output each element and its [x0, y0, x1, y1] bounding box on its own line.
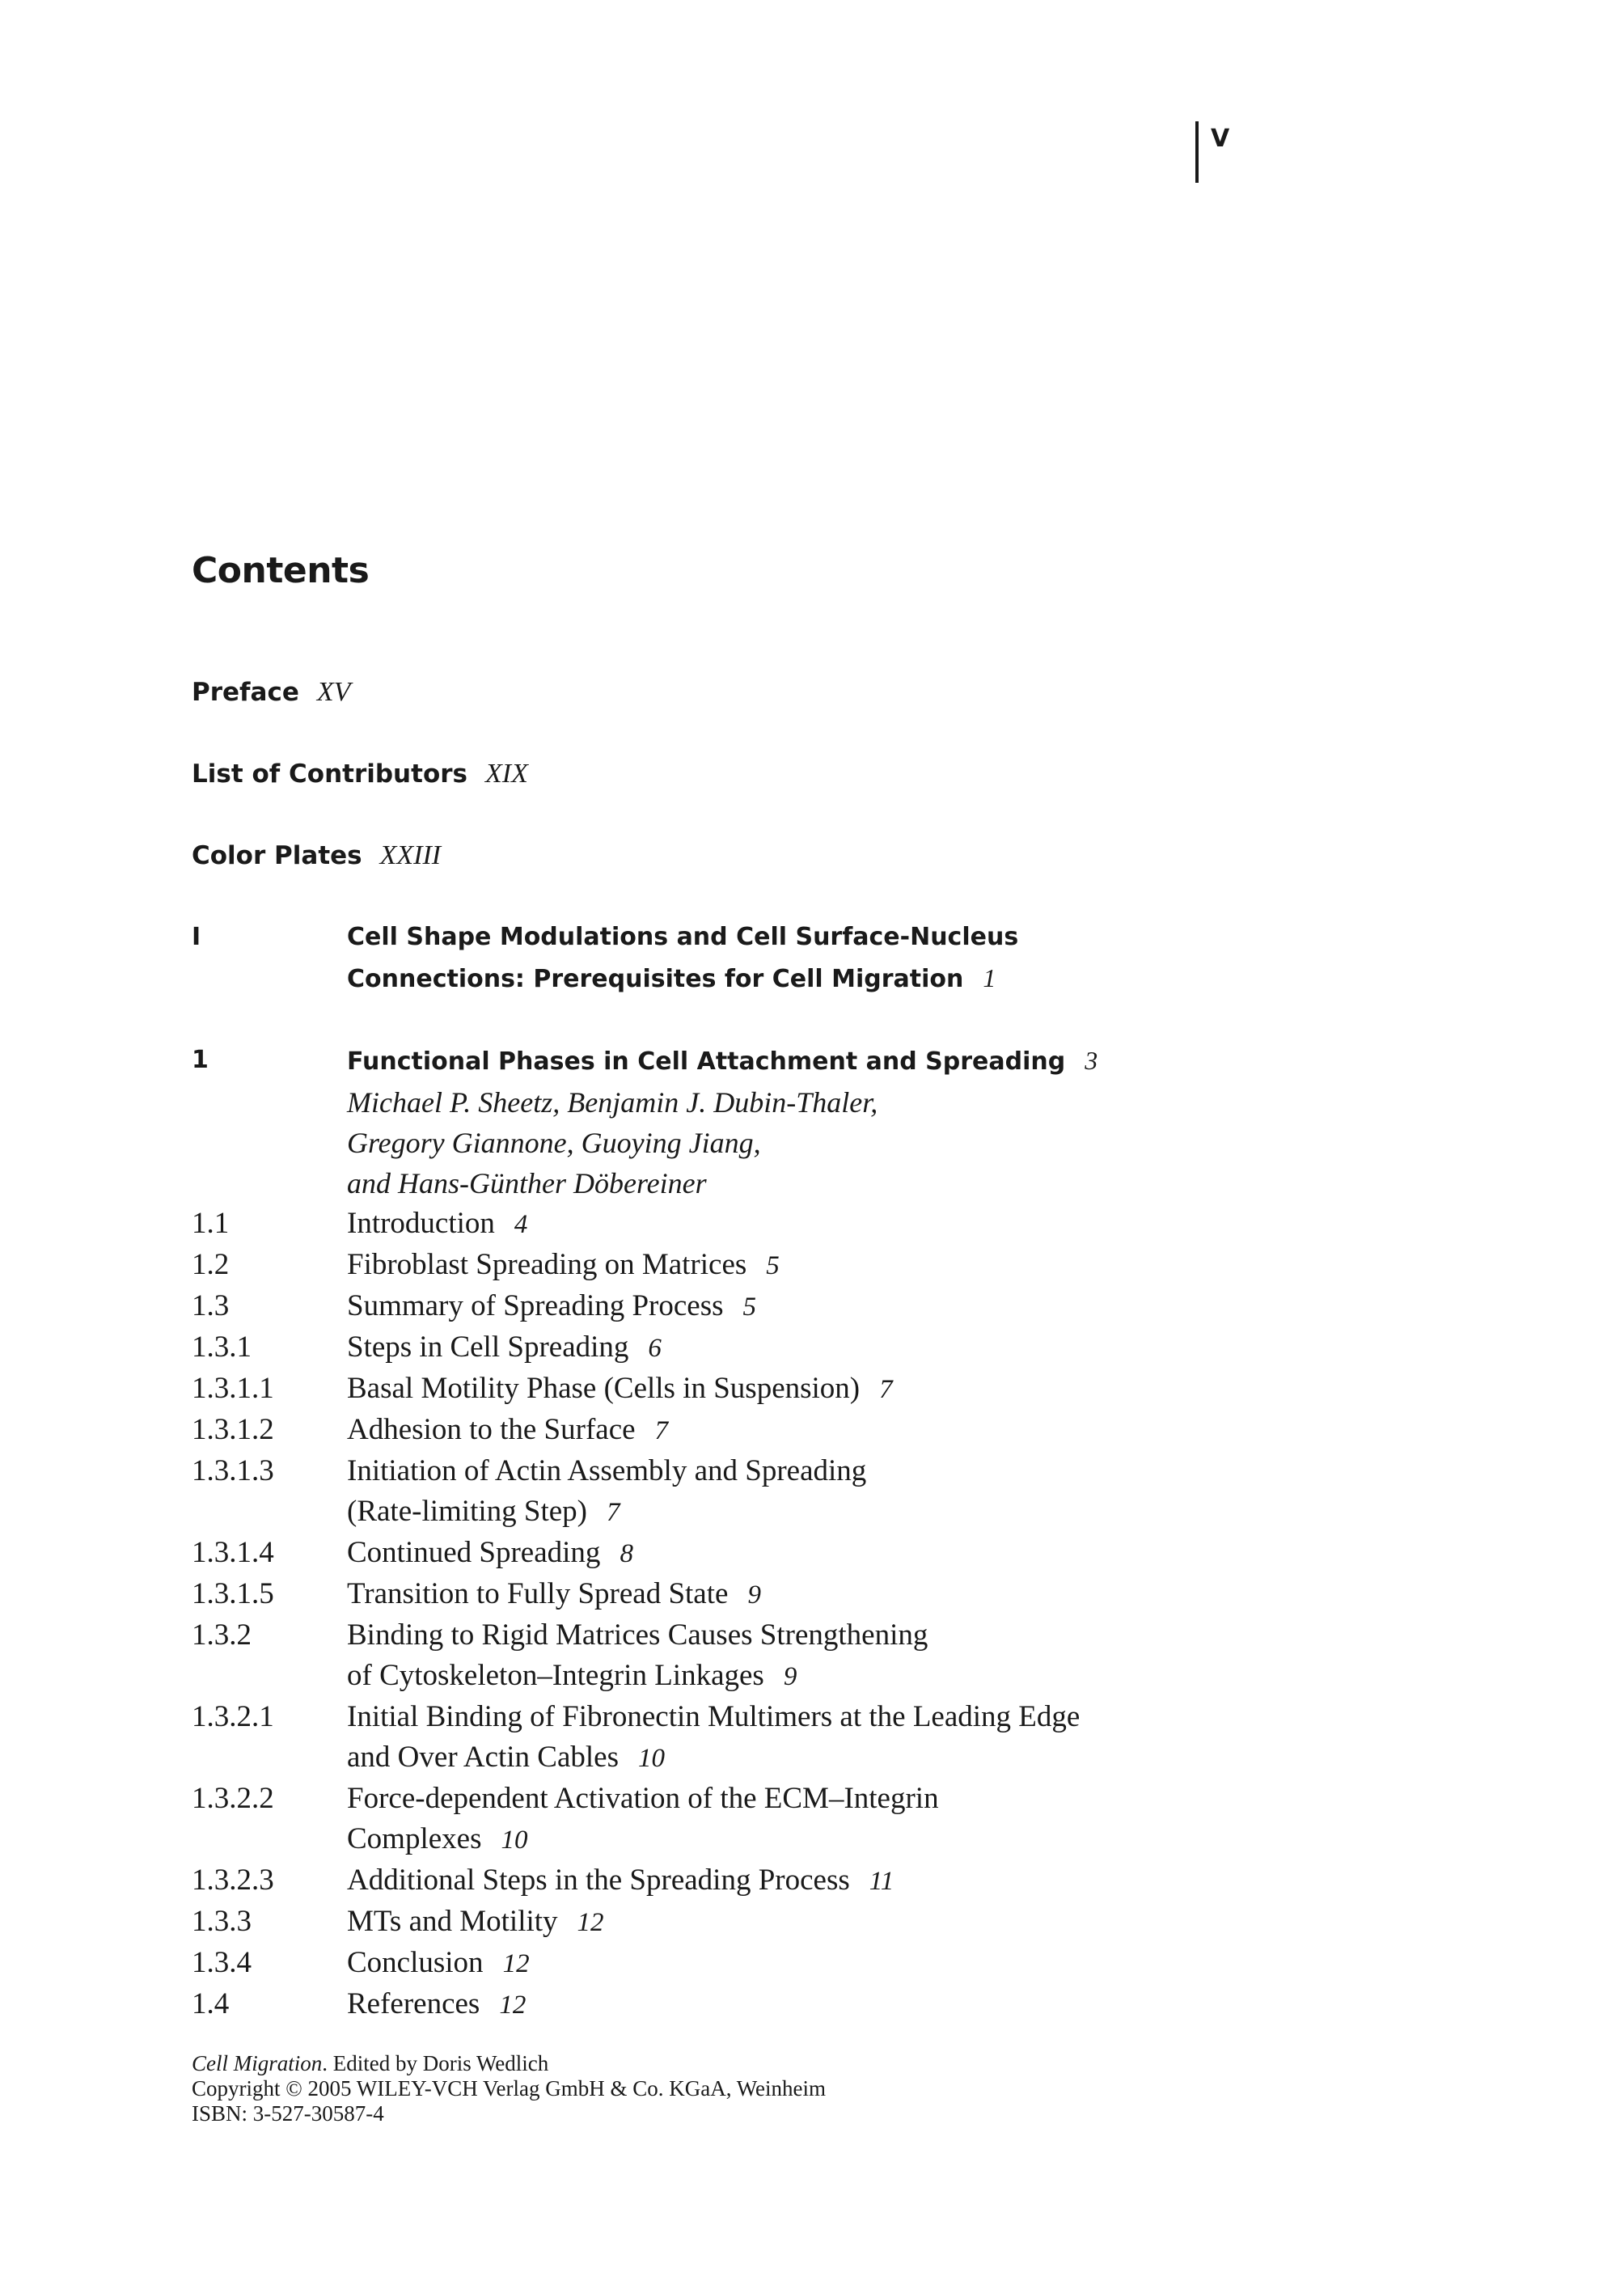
toc-entry-page: 1 — [983, 963, 996, 992]
toc-entry-page: 12 — [502, 1949, 530, 1978]
author-line: Michael P. Sheetz, Benjamin J. Dubin-Thaler, — [347, 1086, 878, 1119]
section-number: 1.3.1.5 — [192, 1577, 274, 1610]
toc-entry-page: 12 — [577, 1908, 604, 1937]
section-number: 1.1 — [192, 1207, 230, 1240]
toc-entry-color-plates[interactable] — [192, 840, 441, 872]
section-title: Introduction — [347, 1207, 495, 1240]
section-number: 1.3.2.3 — [192, 1864, 274, 1897]
section-title: References — [347, 1987, 480, 2020]
toc-entry-page: 5 — [742, 1292, 757, 1322]
section-title: MTs and Motility — [347, 1905, 558, 1938]
section-title: Basal Motility Phase (Cells in Suspension) — [347, 1372, 861, 1405]
toc-chapter-entry[interactable] — [192, 1040, 1405, 1082]
toc-entry-page: 4 — [514, 1210, 528, 1239]
section-number: 1.3.4 — [192, 1946, 252, 1979]
section-number: 1.3.3 — [192, 1905, 252, 1938]
section-title: Initial Binding of Fibronectin Multimers at the Leading Edge — [347, 1700, 1081, 1733]
toc-section-entry[interactable] — [192, 1533, 1405, 1574]
toc-entry-page: 5 — [766, 1251, 780, 1280]
table-of-contents — [192, 917, 1405, 2025]
section-title: of Cytoskeleton–Integrin Linkages — [347, 1659, 764, 1692]
toc-section-entry[interactable] — [192, 1245, 1405, 1286]
toc-section-entry[interactable] — [192, 1451, 1405, 1533]
page-number-rule — [1195, 121, 1199, 183]
section-number: 1.3.2 — [192, 1618, 252, 1652]
section-title: Additional Steps in the Spreading Process — [347, 1864, 850, 1897]
toc-entry-page: 6 — [648, 1334, 662, 1363]
part-title-line: Cell Shape Modulations and Cell Surface-Nucleus — [347, 923, 1019, 951]
toc-section-entry[interactable] — [192, 1902, 1405, 1943]
toc-entry-title: Color Plates — [192, 841, 362, 870]
toc-entry-page: 9 — [747, 1580, 761, 1610]
section-number: 1.4 — [192, 1987, 230, 2020]
page-number: V — [1211, 125, 1230, 153]
toc-section-entry[interactable] — [192, 1410, 1405, 1451]
section-title: Initiation of Actin Assembly and Spreading — [347, 1454, 867, 1487]
toc-entry-page: XV — [316, 677, 351, 707]
chapter-authors — [347, 1082, 1405, 1204]
page-title: Contents — [192, 550, 370, 591]
toc-entry-page: 7 — [879, 1375, 893, 1404]
book-title: Cell Migration — [192, 2051, 323, 2075]
toc-entry-page: 3 — [1085, 1046, 1098, 1075]
chapter-number: 1 — [192, 1046, 209, 1074]
toc-entry-preface[interactable] — [192, 676, 350, 709]
toc-entry-page: 11 — [869, 1867, 894, 1896]
toc-entry-page: XXIII — [379, 840, 442, 870]
toc-section-entry[interactable] — [192, 1574, 1405, 1615]
section-number: 1.3 — [192, 1289, 230, 1322]
section-number: 1.2 — [192, 1248, 230, 1281]
section-title: Adhesion to the Surface — [347, 1413, 636, 1446]
toc-section-entry[interactable] — [192, 1327, 1405, 1369]
toc-entry-list-of-contributors[interactable] — [192, 758, 528, 790]
section-title: Fibroblast Spreading on Matrices — [347, 1248, 747, 1281]
toc-entry-page: 12 — [499, 1991, 527, 2020]
part-title-line: Connections: Prerequisites for Cell Migration — [347, 965, 964, 993]
toc-entry-page: 9 — [783, 1662, 797, 1691]
section-number: 1.3.2.1 — [192, 1700, 274, 1733]
toc-entry-page: 7 — [654, 1416, 669, 1445]
toc-part-entry[interactable] — [192, 917, 1405, 1000]
section-number: 1.3.1.1 — [192, 1372, 274, 1405]
section-number: 1.3.1.3 — [192, 1454, 274, 1487]
section-title: Summary of Spreading Process — [347, 1289, 724, 1322]
toc-section-entry[interactable] — [192, 1615, 1405, 1697]
section-title: Transition to Fully Spread State — [347, 1577, 729, 1610]
toc-section-entry[interactable] — [192, 1779, 1405, 1860]
toc-entry-page: 10 — [638, 1744, 665, 1773]
section-title: Continued Spreading — [347, 1536, 601, 1569]
section-number: 1.3.2.2 — [192, 1782, 274, 1815]
toc-section-entry[interactable] — [192, 1697, 1405, 1779]
toc-section-entry[interactable] — [192, 1943, 1405, 1984]
toc-section-entry[interactable] — [192, 1286, 1405, 1327]
author-line: Gregory Giannone, Guoying Jiang, — [347, 1127, 761, 1159]
section-title: Conclusion — [347, 1946, 484, 1979]
toc-section-entry[interactable] — [192, 1860, 1405, 1902]
copyright-footer — [192, 2051, 826, 2126]
chapter-title: Functional Phases in Cell Attachment and Spreading — [347, 1047, 1066, 1076]
author-line: and Hans-Günther Döbereiner — [347, 1167, 707, 1199]
section-title: Steps in Cell Spreading — [347, 1331, 629, 1364]
section-title: Force-dependent Activation of the ECM–Integrin — [347, 1782, 939, 1815]
editor-credit: . Edited by Doris Wedlich — [322, 2051, 549, 2075]
section-title: (Rate-limiting Step) — [347, 1495, 587, 1528]
copyright-line: Copyright © 2005 WILEY-VCH Verlag GmbH & Co. KGaA, Weinheim — [192, 2076, 827, 2101]
toc-entry-page: XIX — [485, 759, 528, 789]
toc-entry-title: List of Contributors — [192, 759, 467, 789]
toc-section-entry[interactable] — [192, 1984, 1405, 2025]
toc-entry-page: 10 — [501, 1826, 528, 1855]
part-number: I — [192, 923, 201, 951]
section-title: and Over Actin Cables — [347, 1741, 619, 1774]
section-title: Binding to Rigid Matrices Causes Strengthening — [347, 1618, 928, 1652]
toc-section-entry[interactable] — [192, 1369, 1405, 1410]
toc-entry-page: 8 — [620, 1539, 633, 1568]
isbn-line: ISBN: 3-527-30587-4 — [192, 2101, 384, 2126]
section-number: 1.3.1 — [192, 1331, 252, 1364]
toc-section-entry[interactable] — [192, 1204, 1405, 1245]
section-number: 1.3.1.2 — [192, 1413, 274, 1446]
toc-entry-title: Preface — [192, 678, 299, 707]
section-number: 1.3.1.4 — [192, 1536, 274, 1569]
section-title: Complexes — [347, 1822, 482, 1855]
toc-entry-page: 7 — [606, 1498, 620, 1527]
